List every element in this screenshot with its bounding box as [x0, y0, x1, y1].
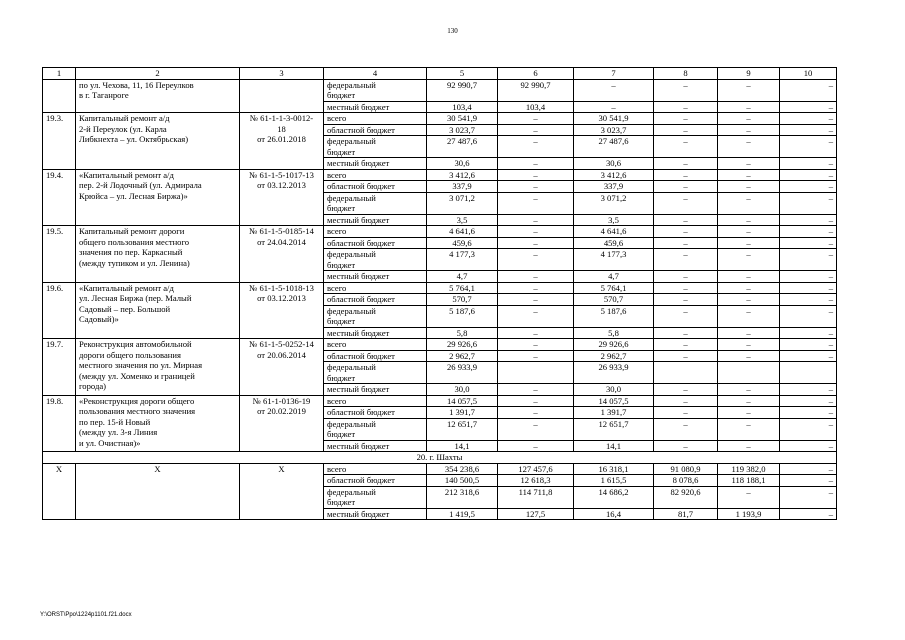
header-cell: 10 [780, 68, 837, 80]
table-row [43, 463, 837, 475]
amount-cell: – [780, 418, 837, 440]
amount-cell: 570,7 [427, 294, 498, 306]
amount-cell: – [574, 101, 654, 113]
amount-cell: – [780, 294, 837, 306]
amount-cell: 127 457,6 [498, 463, 574, 475]
amount-cell [718, 362, 780, 384]
amount-cell: – [718, 237, 780, 249]
amount-cell: – [718, 79, 780, 101]
amount-cell: – [498, 327, 574, 339]
amount-cell: – [780, 113, 837, 125]
amount-cell: 1 419,5 [427, 508, 498, 520]
amount-cell: – [654, 124, 718, 136]
amount-cell: 5 187,6 [574, 305, 654, 327]
amount-cell: 5,8 [574, 327, 654, 339]
amount-cell: – [718, 101, 780, 113]
budget-source-cell: федеральный бюджет [324, 136, 427, 158]
amount-cell: – [718, 350, 780, 362]
amount-cell: – [718, 249, 780, 271]
budget-source-cell: областной бюджет [324, 294, 427, 306]
amount-cell: 459,6 [574, 237, 654, 249]
section-title-row [43, 452, 837, 464]
amount-cell: 459,6 [427, 237, 498, 249]
amount-cell: – [498, 305, 574, 327]
item-number-cell: 19.5. [43, 226, 76, 283]
amount-cell: 26 933,9 [574, 362, 654, 384]
amount-cell: 3 023,7 [574, 124, 654, 136]
amount-cell: – [498, 384, 574, 396]
amount-cell: – [718, 124, 780, 136]
amount-cell: – [718, 192, 780, 214]
amount-cell: – [718, 327, 780, 339]
budget-source-cell: областной бюджет [324, 407, 427, 419]
amount-cell [654, 362, 718, 384]
amount-cell: – [780, 508, 837, 520]
header-cell: 7 [574, 68, 654, 80]
table-row [43, 395, 837, 407]
section-title: 20. г. Шахты [43, 452, 837, 464]
amount-cell: – [498, 214, 574, 226]
amount-cell: – [780, 271, 837, 283]
amount-cell: – [498, 113, 574, 125]
amount-cell: 1 391,7 [574, 407, 654, 419]
amount-cell: – [654, 327, 718, 339]
amount-cell: – [654, 226, 718, 238]
amount-cell: – [498, 339, 574, 351]
amount-cell: – [718, 407, 780, 419]
amount-cell: 103,4 [427, 101, 498, 113]
document-cell: № 61-1-5-0252-14 от 20.06.2014 [240, 339, 324, 396]
amount-cell: – [780, 475, 837, 487]
amount-cell: 1 193,9 [718, 508, 780, 520]
amount-cell: 5 764,1 [427, 282, 498, 294]
amount-cell: 16,4 [574, 508, 654, 520]
amount-cell: – [780, 158, 837, 170]
amount-cell: 354 238,6 [427, 463, 498, 475]
amount-cell: – [654, 384, 718, 396]
amount-cell: – [654, 440, 718, 452]
amount-cell: – [718, 305, 780, 327]
header-cell: 9 [718, 68, 780, 80]
amount-cell: – [718, 113, 780, 125]
amount-cell: 14 686,2 [574, 486, 654, 508]
budget-source-cell: местный бюджет [324, 440, 427, 452]
amount-cell: – [654, 158, 718, 170]
amount-cell: – [718, 271, 780, 283]
amount-cell: – [654, 271, 718, 283]
amount-cell: 4 641,6 [427, 226, 498, 238]
budget-source-cell: федеральный бюджет [324, 79, 427, 101]
amount-cell: 92 990,7 [498, 79, 574, 101]
amount-cell: 30,0 [427, 384, 498, 396]
amount-cell: 337,9 [574, 181, 654, 193]
amount-cell: 103,4 [498, 101, 574, 113]
budget-source-cell: федеральный бюджет [324, 418, 427, 440]
header-cell: 5 [427, 68, 498, 80]
amount-cell: 12 651,7 [574, 418, 654, 440]
amount-cell: – [780, 124, 837, 136]
item-name-cell: по ул. Чехова, 11, 16 Переулков в г. Таганроге [76, 79, 240, 113]
amount-cell: – [780, 305, 837, 327]
amount-cell: 30,0 [574, 384, 654, 396]
amount-cell: – [654, 305, 718, 327]
amount-cell: – [498, 192, 574, 214]
amount-cell: 337,9 [427, 181, 498, 193]
amount-cell: 1 615,5 [574, 475, 654, 487]
amount-cell: 29 926,6 [574, 339, 654, 351]
amount-cell: 118 188,1 [718, 475, 780, 487]
amount-cell: – [718, 214, 780, 226]
amount-cell: 14,1 [574, 440, 654, 452]
amount-cell: 30,6 [427, 158, 498, 170]
amount-cell: – [654, 101, 718, 113]
amount-cell: 8 078,6 [654, 475, 718, 487]
budget-source-cell: всего [324, 226, 427, 238]
amount-cell: – [780, 226, 837, 238]
amount-cell: 3 412,6 [427, 169, 498, 181]
amount-cell: 14 057,5 [427, 395, 498, 407]
budget-source-cell: областной бюджет [324, 237, 427, 249]
table-row [43, 79, 837, 101]
amount-cell: – [654, 214, 718, 226]
amount-cell: 127,5 [498, 508, 574, 520]
file-path-footer: Y:\ORST\Ppo\1224p1101.f21.docx [40, 612, 132, 618]
amount-cell: – [780, 192, 837, 214]
amount-cell: – [654, 113, 718, 125]
amount-cell: 12 618,3 [498, 475, 574, 487]
amount-cell: 3,5 [427, 214, 498, 226]
amount-cell: 4,7 [574, 271, 654, 283]
table-body [43, 68, 837, 520]
amount-cell: – [498, 136, 574, 158]
amount-cell: 3,5 [574, 214, 654, 226]
amount-cell: – [780, 169, 837, 181]
amount-cell: 14,1 [427, 440, 498, 452]
item-name-cell: «Реконструкция дороги общего пользования местного значения по пер. 15-й Новый (между ул. 3-я Линия и ул. Очистная)» [76, 395, 240, 452]
amount-cell: – [654, 136, 718, 158]
amount-cell: – [654, 339, 718, 351]
budget-table [42, 67, 837, 520]
amount-cell: – [654, 282, 718, 294]
amount-cell: 16 318,1 [574, 463, 654, 475]
amount-cell: – [718, 418, 780, 440]
amount-cell: – [780, 181, 837, 193]
amount-cell: – [718, 181, 780, 193]
amount-cell: – [780, 136, 837, 158]
amount-cell [780, 362, 837, 384]
amount-cell: 140 500,5 [427, 475, 498, 487]
budget-source-cell: всего [324, 339, 427, 351]
amount-cell: 30 541,9 [427, 113, 498, 125]
item-number-cell [43, 79, 76, 113]
item-name-cell: Капитальный ремонт а/д 2-й Переулок (ул. Карла Либкнехта – ул. Октябрьская) [76, 113, 240, 170]
amount-cell: – [718, 339, 780, 351]
amount-cell: 4 641,6 [574, 226, 654, 238]
amount-cell: – [780, 327, 837, 339]
budget-source-cell: федеральный бюджет [324, 305, 427, 327]
amount-cell: 12 651,7 [427, 418, 498, 440]
budget-source-cell: местный бюджет [324, 327, 427, 339]
document-cell: № 61-1-5-1017-13 от 03.12.2013 [240, 169, 324, 226]
budget-source-cell: областной бюджет [324, 124, 427, 136]
amount-cell: 3 071,2 [427, 192, 498, 214]
amount-cell: – [498, 237, 574, 249]
budget-source-cell: областной бюджет [324, 350, 427, 362]
amount-cell: – [654, 181, 718, 193]
amount-cell: – [654, 192, 718, 214]
amount-cell: 3 412,6 [574, 169, 654, 181]
amount-cell: – [654, 407, 718, 419]
header-row [43, 68, 837, 80]
budget-source-cell: всего [324, 282, 427, 294]
page-number: 130 [447, 27, 458, 35]
amount-cell: – [718, 440, 780, 452]
header-cell: 8 [654, 68, 718, 80]
amount-cell: – [780, 395, 837, 407]
budget-source-cell: всего [324, 169, 427, 181]
budget-source-cell: федеральный бюджет [324, 486, 427, 508]
amount-cell: 26 933,9 [427, 362, 498, 384]
budget-source-cell: местный бюджет [324, 384, 427, 396]
amount-cell: 14 057,5 [574, 395, 654, 407]
budget-source-cell: всего [324, 113, 427, 125]
item-name-cell: «Капитальный ремонт а/д ул. Лесная Биржа (пер. Малый Садовый – пер. Большой Садовый)» [76, 282, 240, 339]
amount-cell: – [498, 226, 574, 238]
amount-cell: 3 023,7 [427, 124, 498, 136]
amount-cell: 4 177,3 [427, 249, 498, 271]
table-row [43, 282, 837, 294]
header-cell: 1 [43, 68, 76, 80]
amount-cell: – [718, 384, 780, 396]
item-number-cell: 19.3. [43, 113, 76, 170]
item-name-cell: Капитальный ремонт дороги общего пользования местного значения по пер. Каркасный (между тупиком и ул. Ленина) [76, 226, 240, 283]
header-cell: 6 [498, 68, 574, 80]
amount-cell: 3 071,2 [574, 192, 654, 214]
amount-cell: – [498, 407, 574, 419]
document-cell: № 61-1-5-0185-14 от 24.04.2014 [240, 226, 324, 283]
amount-cell: 4,7 [427, 271, 498, 283]
amount-cell: 30 541,9 [574, 113, 654, 125]
document-cell: № 61-1-5-1018-13 от 03.12.2013 [240, 282, 324, 339]
amount-cell: – [498, 249, 574, 271]
amount-cell: – [498, 395, 574, 407]
header-cell: 2 [76, 68, 240, 80]
amount-cell: – [718, 282, 780, 294]
budget-source-cell: федеральный бюджет [324, 362, 427, 384]
budget-source-cell: федеральный бюджет [324, 249, 427, 271]
item-number-cell: 19.8. [43, 395, 76, 452]
item-name-cell: Х [76, 463, 240, 520]
amount-cell: – [780, 79, 837, 101]
amount-cell: – [654, 418, 718, 440]
item-number-cell: 19.7. [43, 339, 76, 396]
amount-cell: – [654, 169, 718, 181]
amount-cell: 5,8 [427, 327, 498, 339]
budget-source-cell: местный бюджет [324, 271, 427, 283]
budget-source-cell: областной бюджет [324, 181, 427, 193]
amount-cell: – [780, 339, 837, 351]
item-number-cell: Х [43, 463, 76, 520]
budget-source-cell: областной бюджет [324, 475, 427, 487]
amount-cell: 29 926,6 [427, 339, 498, 351]
document-cell: Х [240, 463, 324, 520]
amount-cell: 27 487,6 [427, 136, 498, 158]
amount-cell: – [654, 237, 718, 249]
amount-cell: 27 487,6 [574, 136, 654, 158]
amount-cell: – [780, 407, 837, 419]
amount-cell: 91 080,9 [654, 463, 718, 475]
table-row [43, 339, 837, 351]
amount-cell: – [780, 249, 837, 271]
amount-cell: – [718, 158, 780, 170]
header-cell: 4 [324, 68, 427, 80]
item-number-cell: 19.4. [43, 169, 76, 226]
amount-cell: – [718, 395, 780, 407]
amount-cell: 2 962,7 [427, 350, 498, 362]
budget-source-cell: всего [324, 395, 427, 407]
budget-source-cell: всего [324, 463, 427, 475]
amount-cell: – [498, 169, 574, 181]
amount-cell: – [780, 384, 837, 396]
amount-cell: 81,7 [654, 508, 718, 520]
item-name-cell: Реконструкция автомобильной дороги общего пользования местного значения по ул. Мирная (между ул. Хоменко и границей города) [76, 339, 240, 396]
amount-cell: – [780, 463, 837, 475]
document-cell: № 61-1-1-3-0012- 18 от 26.01.2018 [240, 113, 324, 170]
header-cell: 3 [240, 68, 324, 80]
amount-cell: 570,7 [574, 294, 654, 306]
budget-source-cell: федеральный бюджет [324, 192, 427, 214]
amount-cell: – [498, 181, 574, 193]
amount-cell: – [654, 249, 718, 271]
amount-cell: – [718, 486, 780, 508]
amount-cell: – [718, 136, 780, 158]
amount-cell: – [780, 440, 837, 452]
budget-source-cell: местный бюджет [324, 101, 427, 113]
amount-cell: – [498, 294, 574, 306]
amount-cell: – [780, 237, 837, 249]
amount-cell: – [780, 214, 837, 226]
table-row [43, 226, 837, 238]
amount-cell: – [718, 294, 780, 306]
item-name-cell: «Капитальный ремонт а/д пер. 2-й Лодочный (ул. Адмирала Крюйса – ул. Лесная Биржа)» [76, 169, 240, 226]
table-row [43, 169, 837, 181]
table-row [43, 113, 837, 125]
amount-cell: 30,6 [574, 158, 654, 170]
amount-cell: – [498, 271, 574, 283]
amount-cell: 5 764,1 [574, 282, 654, 294]
amount-cell: – [574, 79, 654, 101]
amount-cell: – [780, 350, 837, 362]
amount-cell: 4 177,3 [574, 249, 654, 271]
amount-cell: – [498, 350, 574, 362]
amount-cell: 119 382,0 [718, 463, 780, 475]
amount-cell: 114 711,8 [498, 486, 574, 508]
amount-cell: – [654, 395, 718, 407]
amount-cell: – [498, 418, 574, 440]
amount-cell: 2 962,7 [574, 350, 654, 362]
amount-cell: – [654, 350, 718, 362]
item-number-cell: 19.6. [43, 282, 76, 339]
amount-cell: 1 391,7 [427, 407, 498, 419]
amount-cell: – [718, 226, 780, 238]
amount-cell: 212 318,6 [427, 486, 498, 508]
amount-cell: 92 990,7 [427, 79, 498, 101]
budget-source-cell: местный бюджет [324, 214, 427, 226]
amount-cell: – [498, 158, 574, 170]
document-cell [240, 79, 324, 113]
budget-source-cell: местный бюджет [324, 158, 427, 170]
amount-cell: – [780, 486, 837, 508]
amount-cell: – [718, 169, 780, 181]
budget-source-cell: местный бюджет [324, 508, 427, 520]
document-cell: № 61-1-0136-19 от 20.02.2019 [240, 395, 324, 452]
amount-cell: 5 187,6 [427, 305, 498, 327]
amount-cell: – [654, 79, 718, 101]
amount-cell [498, 362, 574, 384]
amount-cell: – [654, 294, 718, 306]
amount-cell: – [780, 282, 837, 294]
amount-cell: – [498, 124, 574, 136]
amount-cell: 82 920,6 [654, 486, 718, 508]
amount-cell: – [498, 282, 574, 294]
amount-cell: – [780, 101, 837, 113]
amount-cell: – [498, 440, 574, 452]
